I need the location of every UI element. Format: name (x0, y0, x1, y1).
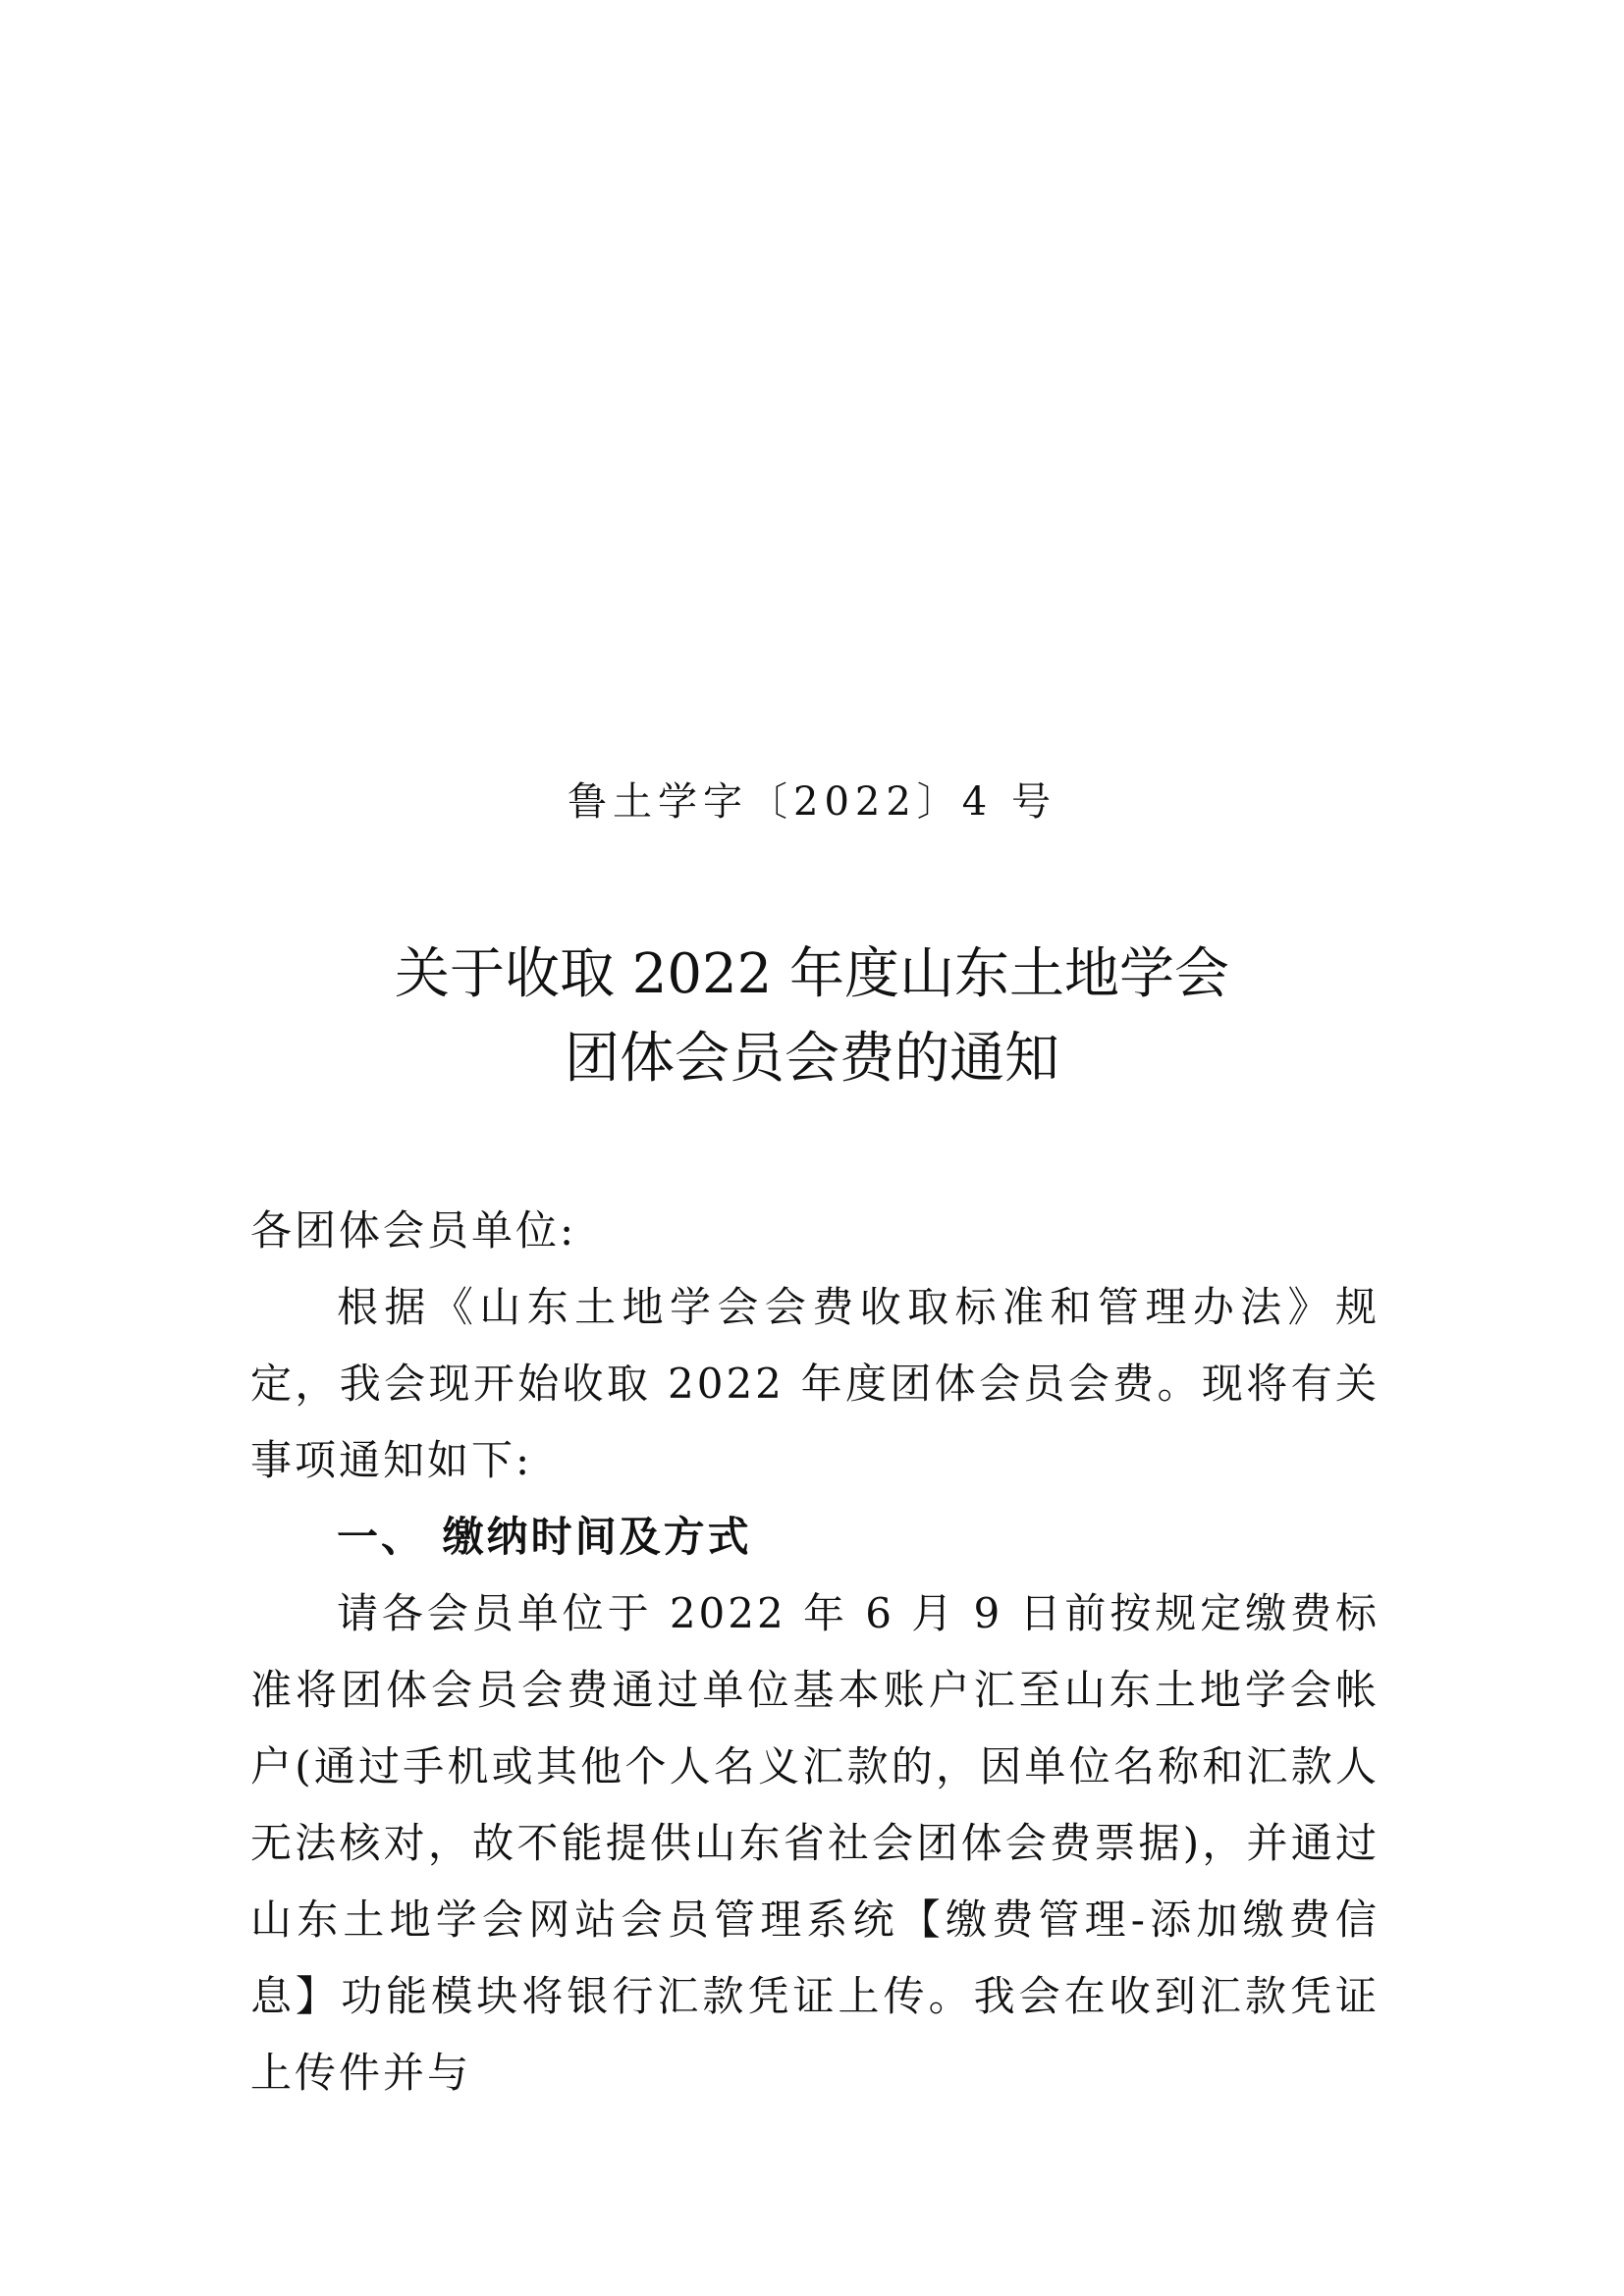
title-line-2: 团体会员会费的通知 (565, 1027, 1059, 1091)
section-heading-1: 一、 缴纳时间及方式 (337, 1513, 752, 1561)
section-paragraph-1: 请各会员单位于 2022 年 6 月 9 日前按规定缴费标准将团体会员会费通过单位基本账户汇至山东土地学会帐户(通过手机或其他个人名义汇款的，因单位名称和汇款人无法核对，故不能提供山东省社会团体会费票据)，并通过山东土地学会网站会员管理系统【缴费管理-添加缴费信息】功能模块将银行汇款凭证上传。我会在收到汇款凭证上传件并与 (250, 1589, 1380, 2097)
title-line-1: 关于收取 2022 年度山东土地学会 (394, 942, 1230, 1006)
intro-paragraph: 根据《山东土地学会会费收取标准和管理办法》规定，我会现开始收取 2022 年度团体会员会费。现将有关事项通知如下: (250, 1283, 1380, 1484)
document-title (0, 933, 1624, 1101)
salutation: 各团体会员单位: (250, 1206, 577, 1255)
document-body (250, 1193, 1380, 2111)
document-number: 鲁土学字〔2022〕4 号 (568, 779, 1056, 825)
